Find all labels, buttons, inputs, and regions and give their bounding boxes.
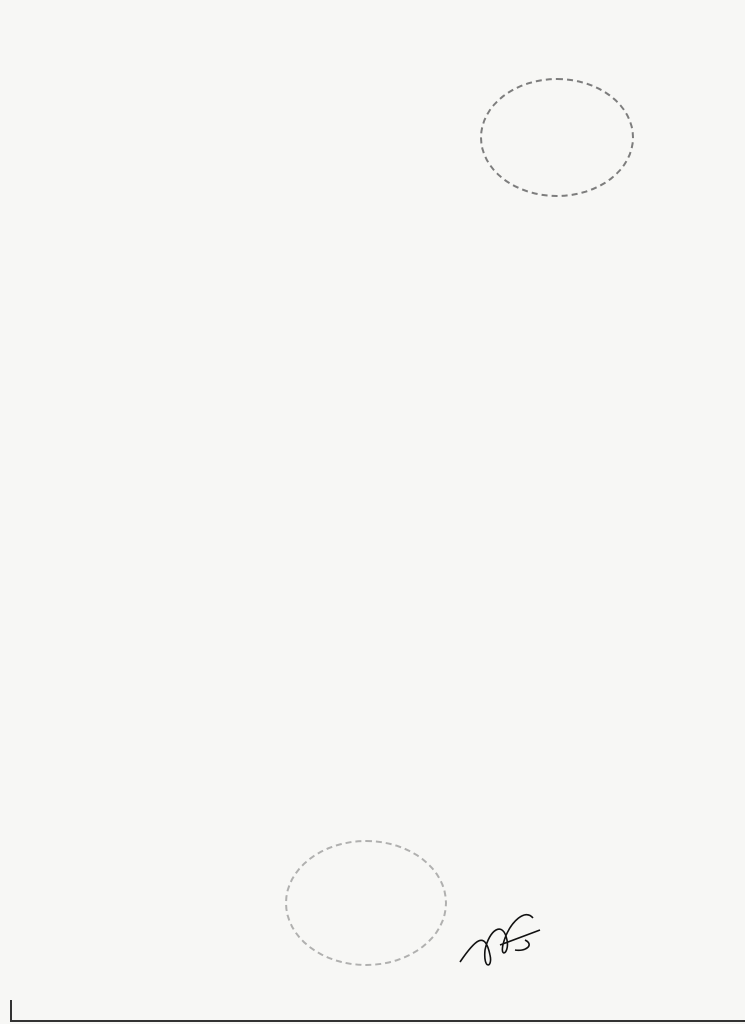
scan-edge-mark <box>10 1000 12 1022</box>
notary-stamp-bottom <box>285 840 447 966</box>
signature <box>455 900 545 975</box>
notary-stamp-top <box>480 78 634 197</box>
scan-bottom-edge <box>10 1020 745 1022</box>
